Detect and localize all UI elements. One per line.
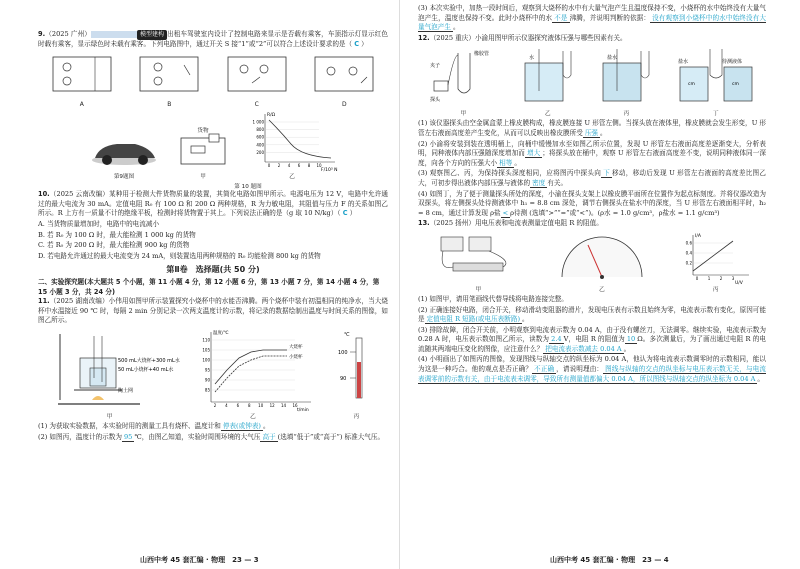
- svg-text:盐水: 盐水: [607, 55, 618, 62]
- q9-option-d: D: [309, 51, 379, 108]
- x-axis-label: U/V: [734, 280, 743, 286]
- svg-text:℃: ℃: [344, 331, 350, 338]
- y-tick-label: 800: [256, 127, 264, 133]
- x-tick-label: 2: [213, 402, 217, 408]
- svg-text:盐水: 盐水: [677, 59, 688, 66]
- left-footer: 山西中考 45 套汇编 · 物理 23 — 3: [140, 556, 259, 564]
- q10-stem: 10.（2025 云南改编）某种用于检测大件货物质量的装置，其简化电路如图甲所示。电源电压为 12 V，电路中允许通过的最大电流为 30 mA。定值电阻 R₀ 有 100 Ω 和 200 Ω 两种规格，R 为力敏电阻，其阻值与压力 F 的关系如图乙所示。R 上方有一质量不计的绝缘平板，检测时将货物置于其上。下列说法正确的是（g 取 10 N/kg）（ C ）: [38, 190, 388, 218]
- q12-yi: 水 乙: [519, 45, 577, 117]
- q11-thermometer: [336, 328, 376, 410]
- q11-chart: [193, 328, 313, 413]
- x-tick-label: 8: [307, 163, 311, 169]
- x-tick-label: 14: [281, 402, 287, 408]
- q9-stem: 9.（2025 广州） 模型建构 出租车驾驶室内设计了控制电路来显示是否载有乘客，车顶指示灯显示红色时载有乘客，显示绿色时未载有乘客。下列电路图中，通过开关 S 接“1”或“2”可以符合上述设计要求的是（ C ）: [38, 30, 388, 48]
- svg-text:待测液体: 待测液体: [721, 59, 742, 66]
- y-tick-label: 85: [204, 387, 210, 393]
- label-gauze: 陶土网: [117, 387, 133, 394]
- q12-ding: 盐水 待测液体 cm cm 丁: [676, 45, 756, 117]
- q12-sub2: (2) 小渝将安装到装在透明桶上，向桶中缓慢加水至如图乙所示位置，发现 U 形管左右液面高度差逐渐变大，分析表明，同种液体内部压强随深度增加而 增大 ；将探头放在桶中，观察 U 形管左右液面高度差不变，说明同种液体同一深度，向各个方向的压强大小 相等 。: [418, 139, 767, 167]
- svg-text:夹子: 夹子: [430, 63, 441, 70]
- circuit-d: [309, 51, 379, 99]
- svg-text:cm: cm: [687, 82, 695, 88]
- q12-sub4: (4) 如图丁，为了便于测量探头所处的深度，小渝在探头支架上以橡皮膜平面所在位置作为起点标刻度。并将仪器改造为双探头，将左侧探头处待测液体中 h₁ = 8.8 cm 深处，调节右侧探头在盐水中的深度，当 U 形管左右液面相平时，h₂ = 8 cm，通过计算发现 ρ盐 < ρ待测 (选填“>”“=”或“<”)。(ρ水 = 1.0 g/cm³，ρ盐水 = 1.1 g/cm³): [418, 189, 766, 217]
- y-tick-label: 95: [204, 367, 210, 373]
- y-axis-label: I/A: [694, 233, 701, 239]
- svg-text:100: 100: [338, 349, 348, 356]
- q12-jia: 橡胶管 夹子 探头 甲: [428, 45, 498, 117]
- car-image: [89, 130, 159, 170]
- legend-big: 大烧杯: [288, 344, 303, 350]
- q11-jia: 500 mL大烧杯+300 mL水 50 mL小烧杯+40 mL水 陶土网 甲: [50, 328, 170, 420]
- q11-figures: [38, 328, 388, 420]
- svg-text:橡胶管: 橡胶管: [474, 51, 490, 58]
- x-tick-label: 3: [731, 275, 734, 281]
- svg-text:90: 90: [340, 375, 347, 382]
- q13-sub4: (4) 小明画出了如图丙的图像，发现图线与纵轴交点的纵坐标为 0.04 A，他认为将电流表示数调零时的示数相同，能以为这是一种巧合。他的观点是否正确？ 不正确 ，请说明理由： 图线与纵轴的交点的纵坐标与电压表示数无关，与电流表调零前的示数有关，由于电流表未调零，导致所有测量值都偏大 0.04 A，所以图线与纵轴交点的纵坐标为 0.04 A 。: [418, 355, 767, 383]
- y-tick-label: 100: [202, 357, 210, 363]
- q10-option-b: B. 若 R₀ 为 100 Ω 时，最大能检测 1 000 kg 的货物: [38, 230, 196, 239]
- q12-bing: 盐水 丙: [597, 45, 655, 117]
- q10-circuit: [173, 134, 233, 170]
- q10-figures: [38, 110, 388, 180]
- q9-option-a: A: [47, 51, 117, 108]
- y-tick-label: 110: [202, 337, 210, 343]
- label-big-beaker: 500 mL大烧杯+300 mL水: [117, 357, 180, 364]
- q10-graph: [247, 110, 338, 174]
- q10-option-d: D. 若电路允许通过的最大电流变为 24 mA，则装置选用两种规格的 R₀ 均能检测 800 kg 的货物: [38, 251, 321, 260]
- q9-figures: [38, 51, 388, 108]
- svg-text:探头: 探头: [430, 97, 441, 104]
- q12-sub3: (3) 观察图乙、丙，为保持探头深度相同，应将图丙中探头向 下 移动，移动后发现 U 形管左右液面的高度差比图乙大，可初步得出液体内部压强与液体的 密度 有关。: [418, 169, 767, 187]
- x-tick-label: 4: [287, 163, 291, 169]
- x-tick-label: 10: [316, 163, 322, 169]
- x-tick-label: 6: [236, 402, 240, 408]
- x-tick-label: 16: [292, 402, 298, 408]
- label-small-beaker: 50 mL小烧杯+40 mL水: [117, 366, 174, 373]
- beaker-water: [519, 45, 577, 107]
- q11-sub3: (3) 本次实验中，加热一段时间后，观察到大烧杯的水中有大量气泡产生且温度保持不变，小烧杯的水中始终没有大量气泡产生，温度也保持不变。此时小烧杯中的水 不是 沸腾，并说明判断的依据： 没有观察到小烧杯中的水中始终没有大量气泡产生 。: [418, 4, 767, 32]
- y-tick-label: 600: [256, 134, 264, 140]
- circuit-b: [134, 51, 204, 99]
- y-tick-label: 200: [256, 150, 264, 156]
- q10-option-c: C. 若 R₀ 为 200 Ω 时，最大能检测 900 kg 的货物: [38, 241, 190, 250]
- small-beaker-line: [215, 356, 287, 392]
- y-tick-label: 400: [256, 142, 264, 148]
- q11-sub1: (1) 为获取实验数据，本实验时用的测量工具有烧杯、温度计和 停表(或钟表) 。: [38, 421, 270, 430]
- x-axis-label: F/10³ N: [321, 168, 338, 174]
- circuit-c: [222, 51, 292, 99]
- beaker-salt: [597, 45, 655, 107]
- q9-option-b: B: [134, 51, 204, 108]
- q13-graph: [681, 231, 751, 286]
- q12-sub1: (1) 该仪器探头由空金属盒蒙上橡皮膜构成，橡皮膜连接 U 形管左侧。当探头放在液体里，橡皮膜就会发生形变，U 形管左右液面高度差产生变化，从而可以反映出橡皮膜所受 压强 。: [418, 119, 766, 137]
- q13-sub2: (2) 正确连接好电路，闭合开关，移动滑动变阻器的滑片，发现电压表有示数且始终为零，电流表示数有变化，原因可能是 定值电阻 R 短路(或电压表断路) 。: [418, 305, 766, 324]
- x-tick-label: 6: [297, 163, 301, 169]
- q11-apparatus: [50, 328, 180, 410]
- y-tick-label: 1 000: [252, 119, 264, 125]
- right-page: [400, 0, 800, 569]
- dual-probe: [676, 45, 756, 107]
- section-title: 第Ⅱ卷 选择题(共 50 分): [166, 265, 260, 275]
- x-tick-label: 1: [707, 275, 710, 281]
- q11-yi: 温度/℃ t/min 110 105 100 95 90 85 2 4 6 8 10 12 14 16 大烧杯 小烧杯 乙: [193, 328, 313, 420]
- i-u-line: [693, 241, 733, 271]
- q11-sub2: (2) 如图丙，温度计的示数为 95 ℃，由图乙知道，实验时周围环境的大气压 高于 (选填“低于”或“高于”) 标准大气压。: [38, 432, 385, 441]
- q13-bing: I/A U/V 0.6 0.4 0.2 0 1 2 3 丙: [681, 231, 751, 293]
- x-tick-label: 10: [258, 402, 264, 408]
- svg-text:水: 水: [528, 55, 534, 62]
- q12-stem: 12.（2025 重庆）小渝用图甲所示仪器探究液体压强与哪些因素有关。: [418, 33, 627, 42]
- q10-option-a: A. 当货物质量增加时，电路中的电流减小: [38, 219, 160, 228]
- q12-figures: [418, 45, 766, 117]
- q9-option-c: C: [222, 51, 292, 108]
- y-tick-label: 0.2: [685, 260, 692, 266]
- model-tag: 模型建构: [137, 30, 167, 40]
- x-axis-label: t/min: [296, 407, 309, 413]
- legend-small: 小烧杯: [288, 354, 303, 360]
- y-axis-label: R/Ω: [267, 113, 276, 119]
- q10-jia: 货物 甲: [173, 126, 233, 180]
- right-footer: 山西中考 45 套汇编 · 物理 23 — 4: [550, 556, 669, 564]
- q13-jia: 甲: [433, 231, 523, 293]
- y-tick-label: 0.6: [685, 240, 692, 246]
- x-tick-label: 4: [225, 402, 228, 408]
- x-tick-label: 0: [267, 163, 271, 169]
- q9-car-figure: 第9题图: [89, 130, 159, 180]
- x-tick-label: 2: [719, 275, 722, 281]
- q10-yi: R/Ω F/10³ N 1 000 800 600 400 200 0 2 4 6 8 10 乙: [247, 110, 337, 180]
- y-tick-label: 105: [202, 347, 210, 353]
- x-tick-label: 12: [269, 402, 275, 408]
- x-tick-label: 2: [277, 163, 281, 169]
- q13-sub3: (3) 排除故障，闭合开关前，小明观察到电流表示数为 0.04 A，由于没有螺丝刀，无法调零。继续实验，电流表示数为 0.28 A 时，电压表示数如图乙所示，读数为 2.4 V，电阻 R 的阻值为 10 Ω。多次测量后，为了画出通过电阻 R 的电流随其两端电压变化的图像，应注意什么？ 把电流表示数减去 0.04 A 。: [418, 325, 767, 353]
- q13-sub1: (1) 如图甲，请用笔画线代替导线将电路连接完整。: [418, 294, 568, 303]
- circuit-a: [47, 51, 117, 99]
- pressure-gauge: [428, 45, 498, 107]
- q11-bing: ℃ 100 90 丙: [336, 328, 376, 420]
- y-axis-label: 温度/℃: [212, 330, 229, 336]
- y-tick-label: 0.4: [685, 250, 692, 256]
- q10-caption: 第 10 题图: [234, 184, 262, 191]
- q11-stem: 11.（2025 湖南改编）小伟用如图甲所示装置探究小烧杯中的水能否沸腾。两个烧杯中装有初温相同的纯净水，当大烧杯中水温接近 90 ℃ 时，每隔 2 min 分别记录一次两支温度计的示数，将记录的数据绘制出温度与时间关系的图像，如图乙所示。: [38, 297, 388, 325]
- voltmeter-dial: [554, 231, 650, 283]
- x-tick-label: 8: [247, 402, 251, 408]
- q13-figures: [418, 231, 766, 293]
- svg-text:cm: cm: [731, 82, 739, 88]
- part2-title: 二、实验探究题(本大题共 5 个小题，第 11 小题 4 分，第 12 小题 6 分，第 13 小题 7 分，第 14 小题 4 分，第 15 小题 3 分，共 24 分): [38, 278, 380, 296]
- q13-yi: 乙: [554, 231, 650, 293]
- y-tick-label: 90: [204, 377, 210, 383]
- x-tick-label: 0: [695, 275, 698, 281]
- q13-stem: 13.（2025 扬州）用电压表和电流表测量定值电阻 R 的阻值。: [418, 219, 603, 228]
- q13-circuit: [433, 231, 523, 283]
